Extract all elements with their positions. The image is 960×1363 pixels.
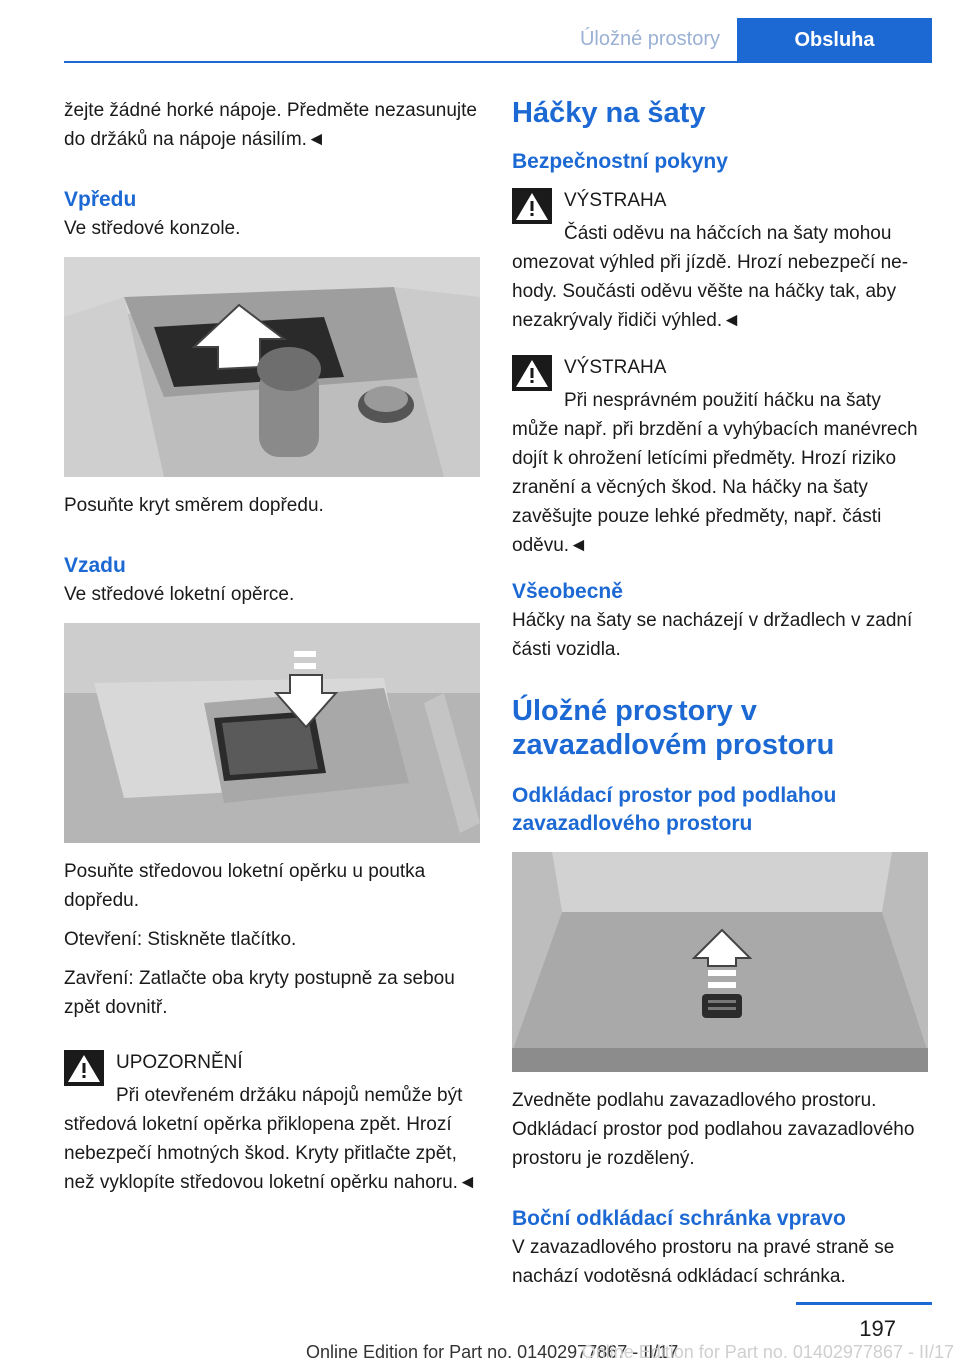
safety-heading: Bezpečnostní pokyny: [512, 150, 728, 173]
warning-box-1: [512, 186, 930, 335]
intro-text: žejte žádné horké nápoje. Předměte nezasunujte do držáků na nápoje násilím.◄: [64, 100, 477, 150]
warning2-text: Hrozí riziko zranění a věcných škod. Na háčky na šaty zavěšujte pouze lehké předměty, např. části oděvu.◄: [512, 448, 897, 556]
warning-triangle-icon: [512, 355, 552, 391]
floor-heading: Odkládací prostor pod podlahou zavazadlového prostoru: [512, 784, 837, 835]
floor-text-2: Odkládací prostor pod podlahou zavazadlového prostoru je rozdělený.: [512, 1119, 915, 1169]
warning-triangle-icon: [64, 1050, 104, 1086]
warning1-first-line: Části oděvu na háčcích na šaty mohou: [564, 223, 892, 244]
left-column: [64, 96, 482, 1197]
hooks-title: Háčky na šaty: [512, 97, 706, 129]
page-number: 197: [859, 1316, 896, 1341]
warning-triangle-icon: [512, 188, 552, 224]
side-heading: Boční odkládací schránka vpravo: [512, 1207, 846, 1230]
warning-box-2: [512, 353, 930, 560]
rear-text: Ve středové loketní opěrce.: [64, 584, 295, 605]
rear-open-text: Otevření: Stiskněte tlačítko.: [64, 929, 297, 950]
watermark-text: Online Edition for Part no. 01402977867 - II/17: [581, 1342, 954, 1362]
page-footer: [0, 1300, 960, 1362]
front-console-photo: [64, 257, 480, 477]
header-rule: [64, 61, 932, 63]
rear-heading: Vzadu: [64, 554, 126, 577]
edition-text: Online Edition for Part no. 01402977867 - II/17: [306, 1342, 679, 1362]
general-text: Háčky na šaty se nacházejí v držadlech v zadní části vozidla.: [512, 610, 913, 660]
rear-caption: Posuňte středovou loketní opěrku u poutka dopředu.: [64, 861, 426, 911]
warning2-first-line: Při nesprávném použití háčku na šaty: [564, 390, 881, 411]
warning1-text: omezovat výhled při jízdě. Hrozí nebezpečí nehody. Součásti oděvu věšte na háčky tak, aby nezakrývaly řidiči výhled.◄: [512, 252, 909, 331]
notice-title: UPOZORNĚNÍ: [116, 1052, 243, 1073]
trunk-floor-photo: [512, 852, 928, 1072]
warning1-title: VÝSTRAHA: [564, 190, 667, 211]
warning2-second-text: může např. při brzdění a vyhýbacích manévrech dojít k ohrožení letícími předměty.: [512, 419, 918, 469]
notice-box: [64, 1048, 482, 1197]
notice-first-line: Při otevřeném držáku nápojů nemůže být: [116, 1085, 463, 1106]
front-caption: Posuňte kryt směrem dopředu.: [64, 495, 324, 516]
storage-title: Úložné prostory v zavazadlovém prostoru: [512, 695, 835, 761]
floor-text-1: Zvedněte podlahu zavazadlového prostoru.: [512, 1090, 877, 1111]
warning2-title: VÝSTRAHA: [564, 357, 667, 378]
right-column: [512, 96, 930, 1301]
rear-close-text: Zavření: Zatlačte oba kryty postupně za sebou zpět dovnitř.: [64, 968, 455, 1018]
chapter-tab[interactable]: Obsluha: [737, 18, 932, 62]
footer-rule: [796, 1302, 932, 1305]
notice-text: středová loketní opěrka přiklopena zpět. Hrozí nebezpečí hmotných škod. Kryty přitlačte zpět, než vyklopíte středovou loketní opěrku nahoru.◄: [64, 1114, 477, 1193]
page-header: [0, 0, 960, 62]
front-heading: Vpředu: [64, 188, 137, 211]
section-title: Úložné prostory: [579, 28, 720, 50]
side-text: V zavazadlového prostoru na pravé straně se nachází vodotěsná odkládací schránka.: [512, 1237, 895, 1287]
front-text: Ve středové konzole.: [64, 218, 241, 239]
general-heading: Všeobecně: [512, 580, 623, 603]
rear-armrest-photo: [64, 623, 480, 843]
